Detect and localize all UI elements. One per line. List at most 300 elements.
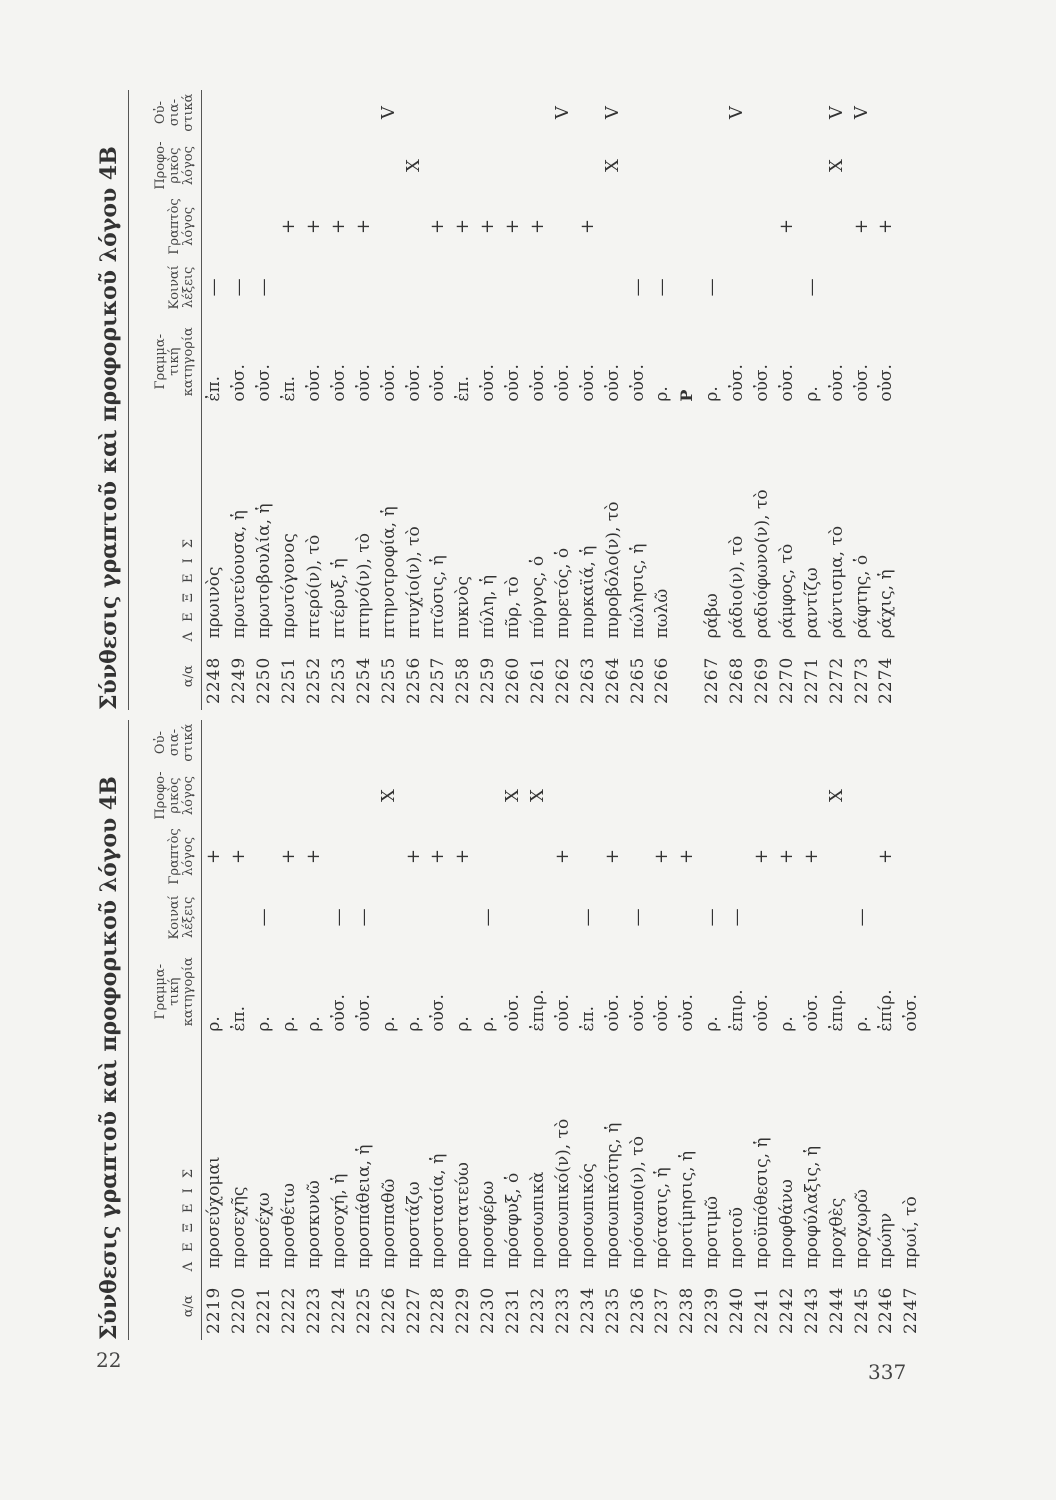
table-row: [252, 90, 277, 710]
row-spoken-mark: [351, 765, 376, 826]
row-written-mark: +: [751, 848, 773, 864]
row-number: 2274: [876, 656, 897, 704]
table-row: [725, 90, 750, 710]
row-common-mark: —: [726, 908, 748, 927]
row-common-mark: [874, 257, 899, 318]
table-row: [401, 90, 426, 710]
header-common: Κοιναί λέξεις: [129, 887, 202, 948]
left-table-header-row: [129, 720, 202, 1340]
row-number: 2261: [528, 656, 549, 704]
row-word: προσοχή, ἡ: [328, 1173, 349, 1269]
row-noun-mark: [426, 90, 451, 135]
row-number: 2271: [801, 656, 822, 704]
table-row: [750, 720, 775, 1340]
row-word: πτηνό(ν), τὸ: [353, 532, 374, 639]
row-noun-mark: [575, 90, 600, 135]
row-word: προσωπικότης, ἡ: [602, 1122, 623, 1269]
row-common-mark: [202, 887, 227, 948]
row-category: ρ.: [378, 1016, 399, 1032]
row-written-mark: [824, 196, 849, 257]
row-noun-mark: [302, 720, 327, 765]
row-category: ἐπ.: [204, 375, 225, 402]
row-common-mark: [725, 257, 750, 318]
table-row: [600, 90, 625, 710]
table-row: [476, 90, 501, 710]
row-category: ἐπ.: [453, 375, 474, 402]
row-written-mark: +: [427, 218, 449, 234]
row-spoken-mark: [302, 765, 327, 826]
row-spoken-mark: [550, 765, 575, 826]
row-noun-mark: [376, 720, 401, 765]
row-category: οὐσ.: [428, 994, 449, 1032]
row-written-mark: [575, 826, 600, 887]
header-num: α/α: [129, 1272, 202, 1340]
row-written-mark: +: [402, 848, 424, 864]
row-word: πρωτεύουσα, ἡ: [229, 510, 250, 639]
table-row: [600, 720, 625, 1340]
row-noun-mark: [700, 90, 725, 135]
row-category: ρ.: [204, 1016, 225, 1032]
row-noun-mark: [426, 720, 451, 765]
right-table-header-row: [129, 90, 202, 710]
row-written-mark: +: [775, 218, 797, 234]
row-category: οὐσ.: [552, 364, 573, 402]
row-category: οὐσ.: [801, 994, 822, 1032]
row-common-mark: —: [253, 278, 275, 297]
row-word: [675, 406, 700, 643]
row-category: ἐπιρ.: [727, 989, 748, 1032]
row-written-mark: [650, 196, 675, 257]
row-word: προτοῦ: [727, 1206, 748, 1269]
row-common-mark: [774, 887, 799, 948]
row-written-mark: [401, 196, 426, 257]
row-common-mark: —: [626, 908, 648, 927]
row-word: προσπάθεια, ἡ: [353, 1144, 374, 1269]
table-row: [526, 720, 551, 1340]
table-row: [526, 90, 551, 710]
row-common-mark: [376, 887, 401, 948]
row-spoken-mark: [874, 135, 899, 196]
row-common-mark: [575, 257, 600, 318]
row-spoken-mark: [202, 135, 227, 196]
row-written-mark: [476, 826, 501, 887]
row-written-mark: +: [875, 848, 897, 864]
table-row: [849, 720, 874, 1340]
row-spoken-mark: [725, 765, 750, 826]
row-written-mark: [700, 196, 725, 257]
row-category: οὐσ.: [378, 364, 399, 402]
row-number: 2244: [826, 1286, 847, 1334]
row-common-mark: —: [800, 278, 822, 297]
row-common-mark: [476, 257, 501, 318]
row-common-mark: [401, 887, 426, 948]
row-noun-mark: [575, 720, 600, 765]
table-row: [874, 90, 899, 710]
row-noun-mark: V: [825, 106, 847, 120]
row-noun-mark: [774, 90, 799, 135]
row-common-mark: [277, 887, 302, 948]
row-spoken-mark: [849, 765, 874, 826]
row-written-mark: +: [352, 218, 374, 234]
row-number: 2273: [851, 656, 872, 704]
row-number: 2264: [602, 656, 623, 704]
row-noun-mark: [675, 90, 700, 135]
row-number: 2251: [279, 656, 300, 704]
row-spoken-mark: [799, 765, 824, 826]
row-word: πωλῶ: [652, 588, 673, 639]
row-category: οὐσ.: [552, 994, 573, 1032]
row-common-mark: [376, 257, 401, 318]
row-word: προφύλαξις, ἡ: [801, 1145, 822, 1269]
row-spoken-mark: [376, 135, 401, 196]
row-written-mark: [675, 196, 700, 257]
row-common-mark: [501, 257, 526, 318]
row-written-mark: [600, 196, 625, 257]
row-number: 2249: [229, 656, 250, 704]
row-word: προσωπικό(ν), τὸ: [552, 1118, 573, 1269]
row-written-mark: [202, 196, 227, 257]
row-word: πτυχίο(ν), τὸ: [403, 526, 424, 639]
row-number: 2219: [204, 1286, 225, 1334]
row-noun-mark: V: [551, 106, 573, 120]
row-word: πτέρυξ, ἡ: [328, 558, 349, 639]
row-common-mark: [774, 257, 799, 318]
row-common-mark: —: [701, 278, 723, 297]
row-written-mark: [326, 826, 351, 887]
row-common-mark: —: [651, 278, 673, 297]
row-category: οὐσ.: [503, 364, 524, 402]
row-written-mark: [725, 826, 750, 887]
row-category: ρ.: [652, 386, 673, 402]
row-spoken-mark: [725, 135, 750, 196]
row-written-mark: +: [327, 218, 349, 234]
row-noun-mark: [774, 720, 799, 765]
row-number: 2265: [627, 656, 648, 704]
row-noun-mark: [849, 720, 874, 765]
row-word: προσθέτω: [279, 1183, 300, 1269]
row-category: οὐσ.: [876, 364, 897, 402]
row-category: οὐσ.: [602, 994, 623, 1032]
row-category: ρ.: [254, 1016, 275, 1032]
row-category: οὐσ.: [328, 994, 349, 1032]
row-category: οὐσ.: [577, 364, 598, 402]
row-word: πρόσφυξ, ὁ: [503, 1172, 524, 1269]
row-written-mark: +: [228, 848, 250, 864]
row-common-mark: [351, 257, 376, 318]
page-number-right: 337: [868, 1360, 907, 1384]
header-noun: Οὐ- σια- στικά: [129, 720, 202, 765]
row-written-mark: +: [203, 848, 225, 864]
row-category: ἐπ.: [279, 375, 300, 402]
row-noun-mark: [401, 720, 426, 765]
row-number: 2238: [677, 1286, 698, 1334]
row-written-mark: +: [452, 848, 474, 864]
row-word: πτηνοτροφία, ἡ: [378, 506, 399, 639]
row-number: 2225: [353, 1286, 374, 1334]
row-category: ἐπιρ.: [528, 989, 549, 1032]
right-table-title: Σύνθεσις γραπτοῦ καὶ προφορικοῦ λόγου 4Β: [96, 146, 122, 710]
row-word: ράμφος, τὸ: [776, 543, 797, 639]
row-noun-mark: V: [377, 106, 399, 120]
row-spoken-mark: [451, 765, 476, 826]
row-noun-mark: [401, 90, 426, 135]
row-written-mark: +: [527, 218, 549, 234]
row-category: οὐσ.: [652, 994, 673, 1032]
row-common-mark: [799, 887, 824, 948]
row-word: ράφτης, ὁ: [851, 554, 872, 639]
header-word: Λ Ε Ξ Ε Ι Σ: [129, 1036, 202, 1273]
row-word: προστάζω: [403, 1181, 424, 1269]
row-word: πτερό(ν), τὸ: [304, 534, 324, 639]
row-category: οὐσ.: [851, 364, 872, 402]
row-spoken-mark: [575, 765, 600, 826]
row-number: 2227: [403, 1286, 424, 1334]
row-spoken-mark: [700, 135, 725, 196]
row-common-mark: [675, 257, 700, 318]
row-noun-mark: [501, 720, 526, 765]
row-written-mark: [799, 196, 824, 257]
row-category: οὐσ.: [776, 364, 797, 402]
row-number: 2226: [378, 1286, 399, 1334]
row-common-mark: [550, 887, 575, 948]
row-spoken-mark: X: [825, 159, 847, 172]
row-word: προχωρῶ: [851, 1188, 872, 1269]
row-number: 2262: [552, 656, 573, 704]
row-common-mark: [426, 257, 451, 318]
row-common-mark: [849, 257, 874, 318]
row-noun-mark: [476, 90, 501, 135]
row-noun-mark: [824, 720, 849, 765]
table-row: [799, 90, 824, 710]
row-written-mark: +: [278, 218, 300, 234]
row-number: 2243: [801, 1286, 822, 1334]
row-word: ραντίζω: [801, 567, 822, 639]
row-spoken-mark: [277, 135, 302, 196]
row-category: ρ.: [453, 1016, 474, 1032]
row-category: ἐπ.: [229, 1005, 250, 1032]
row-category: ρ.: [279, 1016, 300, 1032]
row-common-mark: [526, 887, 551, 948]
row-category: οὐσ.: [752, 364, 773, 402]
row-written-mark: +: [477, 218, 499, 234]
table-row: [824, 720, 849, 1340]
row-number: 2237: [652, 1286, 673, 1334]
row-written-mark: [252, 196, 277, 257]
row-spoken-mark: X: [527, 789, 549, 802]
row-word: πρωτοβουλία, ἡ: [254, 503, 275, 639]
row-word: προσεύχομαι: [204, 1156, 225, 1269]
row-noun-mark: [675, 720, 700, 765]
row-number: 2231: [503, 1286, 524, 1334]
row-word: πώλησις, ἡ: [627, 543, 648, 639]
row-spoken-mark: [252, 135, 277, 196]
table-row: [351, 90, 376, 710]
row-written-mark: +: [427, 848, 449, 864]
row-written-mark: [750, 196, 775, 257]
row-word: προσφέρω: [478, 1180, 499, 1269]
row-number: 2256: [403, 656, 424, 704]
row-number: 2254: [353, 656, 374, 704]
row-noun-mark: [277, 720, 302, 765]
row-number: 2272: [826, 656, 847, 704]
row-noun-mark: V: [726, 106, 748, 120]
row-number: 2230: [478, 1286, 499, 1334]
row-spoken-mark: [426, 135, 451, 196]
left-table-title: Σύνθεσις γραπτοῦ καὶ προφορικοῦ λόγου 4Β: [96, 776, 122, 1340]
row-number: 2224: [328, 1286, 349, 1334]
row-noun-mark: [277, 90, 302, 135]
row-number: 2246: [876, 1286, 897, 1334]
table-row: [476, 720, 501, 1340]
row-spoken-mark: [750, 765, 775, 826]
row-category: οὐσ.: [602, 364, 623, 402]
row-written-mark: [351, 826, 376, 887]
page-number-left: 22: [96, 1348, 122, 1372]
row-number: 2269: [752, 656, 773, 704]
row-category: οὐσ.: [503, 994, 524, 1032]
row-noun-mark: [202, 90, 227, 135]
left-table: [128, 720, 924, 1340]
row-common-mark: [302, 257, 327, 318]
table-row: [302, 720, 327, 1340]
row-spoken-mark: [252, 765, 277, 826]
row-number: 2239: [702, 1286, 723, 1334]
row-common-mark: [501, 887, 526, 948]
row-word: προχθὲς: [826, 1197, 847, 1269]
row-noun-mark: [451, 90, 476, 135]
row-spoken-mark: [625, 135, 650, 196]
row-word: πτῶσις, ἡ: [428, 555, 449, 639]
row-number: 2263: [577, 656, 598, 704]
row-written-mark: [725, 196, 750, 257]
row-word: ράδιο(ν), τὸ: [727, 535, 748, 639]
row-common-mark: [824, 887, 849, 948]
row-number: 2267: [702, 656, 723, 704]
row-noun-mark: [799, 90, 824, 135]
table-row: [501, 90, 526, 710]
row-number: 2233: [552, 1286, 573, 1334]
row-spoken-mark: [874, 765, 899, 826]
row-written-mark: +: [278, 848, 300, 864]
row-number: 2229: [453, 1286, 474, 1334]
row-common-mark: —: [576, 908, 598, 927]
row-number: 2248: [204, 656, 225, 704]
header-num: α/α: [129, 642, 202, 710]
row-common-mark: [426, 887, 451, 948]
table-row: [575, 720, 600, 1340]
table-row: [376, 90, 401, 710]
row-noun-mark: [750, 90, 775, 135]
table-row: [750, 90, 775, 710]
row-written-mark: [700, 826, 725, 887]
row-spoken-mark: [326, 765, 351, 826]
row-category: οὐσ.: [826, 364, 847, 402]
row-number: 2260: [503, 656, 524, 704]
row-spoken-mark: [401, 765, 426, 826]
row-number: 2223: [304, 1286, 324, 1334]
row-category: ρ.: [403, 1016, 424, 1032]
row-noun-mark: [252, 720, 277, 765]
table-row: [501, 720, 526, 1340]
row-spoken-mark: [476, 765, 501, 826]
row-word: προσέχω: [254, 1192, 275, 1269]
row-category: ρ.: [702, 386, 723, 402]
row-number: 2270: [776, 656, 797, 704]
table-row: [675, 90, 700, 710]
row-spoken-mark: [326, 135, 351, 196]
row-category: ἐπ.: [577, 1005, 598, 1032]
row-number: 2245: [851, 1286, 872, 1334]
row-spoken-mark: [202, 765, 227, 826]
row-written-mark: [526, 826, 551, 887]
row-number: 2257: [428, 656, 449, 704]
row-category: οὐσ.: [403, 364, 424, 402]
row-noun-mark: [351, 90, 376, 135]
row-noun-mark: [526, 90, 551, 135]
row-common-mark: [550, 257, 575, 318]
row-word: πυρκαϊά, ἡ: [577, 545, 598, 639]
row-spoken-mark: X: [825, 789, 847, 802]
table-row: [799, 720, 824, 1340]
table-row: [451, 720, 476, 1340]
row-noun-mark: [202, 720, 227, 765]
row-common-mark: [675, 887, 700, 948]
row-number: 2259: [478, 656, 499, 704]
row-number: 2235: [602, 1286, 623, 1334]
row-common-mark: —: [327, 908, 349, 927]
row-noun-mark: [874, 720, 899, 765]
row-written-mark: +: [875, 218, 897, 234]
row-common-mark: [277, 257, 302, 318]
row-common-mark: [650, 887, 675, 948]
row-category: οὐσ.: [677, 994, 698, 1032]
row-category: οὐσ.: [752, 994, 773, 1032]
row-written-mark: +: [800, 848, 822, 864]
table-row: [550, 720, 575, 1340]
row-noun-mark: [326, 90, 351, 135]
table-row: [700, 90, 725, 710]
row-category: οὐσ.: [901, 994, 922, 1032]
row-spoken-mark: X: [601, 159, 623, 172]
row-spoken-mark: [625, 765, 650, 826]
row-common-mark: —: [850, 908, 872, 927]
row-category: οὐσ.: [428, 364, 449, 402]
row-noun-mark: [227, 720, 252, 765]
header-spoken: Προφο- ρικὸς λόγος: [129, 135, 202, 196]
row-noun-mark: [725, 720, 750, 765]
row-number: 2221: [254, 1286, 275, 1334]
row-spoken-mark: X: [402, 159, 424, 172]
row-spoken-mark: [600, 765, 625, 826]
table-row: [575, 90, 600, 710]
row-noun-mark: [526, 720, 551, 765]
row-common-mark: —: [253, 908, 275, 927]
row-word: προσωπικὰ: [528, 1171, 549, 1269]
row-noun-mark: [476, 720, 501, 765]
row-common-mark: [401, 257, 426, 318]
row-common-mark: —: [477, 908, 499, 927]
row-word: πυρετός, ὁ: [552, 547, 573, 639]
row-number: 2232: [528, 1286, 549, 1334]
table-row: [202, 720, 227, 1340]
row-spoken-mark: X: [502, 789, 524, 802]
row-written-mark: [849, 826, 874, 887]
right-table-body: [202, 90, 899, 710]
row-word: πῦρ, τὸ: [503, 576, 524, 639]
row-common-mark: [899, 887, 924, 948]
table-row: [227, 90, 252, 710]
row-word: πρωινὸς: [204, 566, 225, 639]
